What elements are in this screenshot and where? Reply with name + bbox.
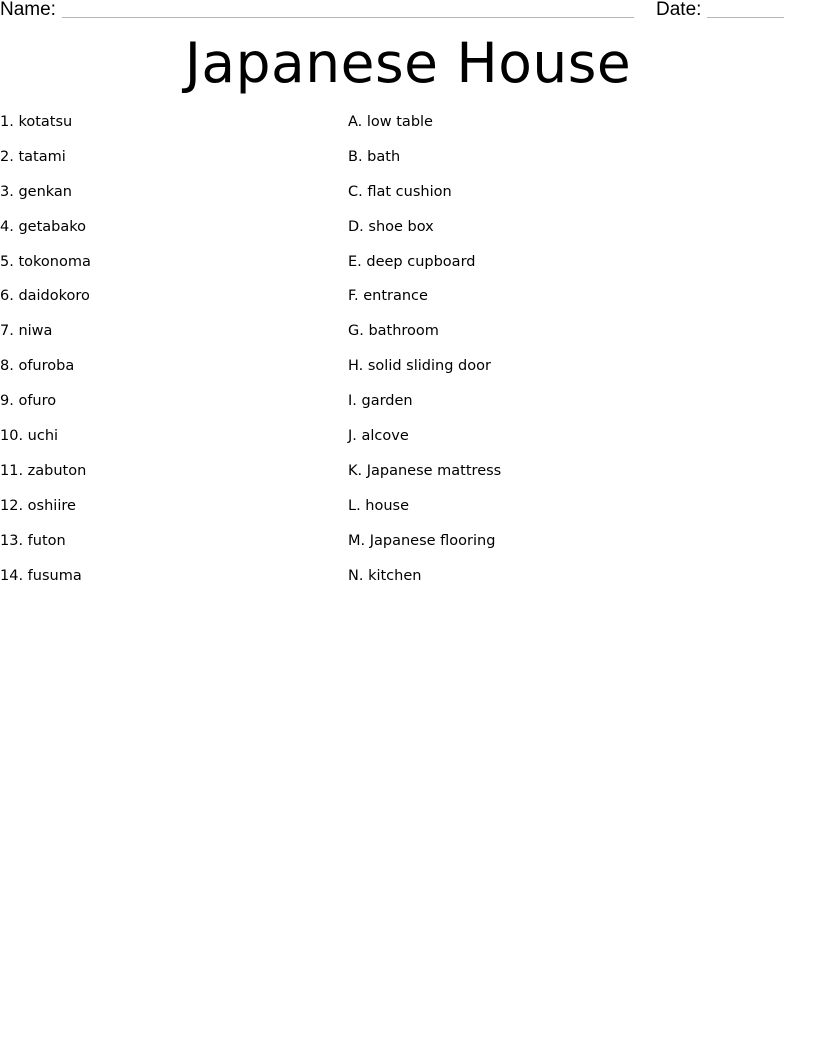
term-item: 6. daidokoro [0,288,90,305]
term-item: 13. futon [0,532,66,549]
term-list [0,111,330,599]
date-label: Date: [656,0,702,20]
worksheet-header [0,0,816,24]
term-item: 5. tokonoma [0,253,91,270]
term-item: 7. niwa [0,323,53,340]
term-item: 1. kotatsu [0,114,73,130]
definition-item: N. kitchen [348,567,422,584]
date-blank-line [707,17,784,18]
term-item: 3. genkan [0,183,72,200]
term-item: 2. tatami [0,148,66,165]
page-title: Japanese House [184,31,632,95]
definition-item: L. house [348,497,410,514]
name-label: Name: [0,0,56,20]
term-item: 9. ofuro [0,393,57,410]
term-item: 4. getabako [0,218,86,235]
definition-item: G. bathroom [348,323,439,340]
term-item: 14. fusuma [0,567,82,584]
definition-list [348,111,788,599]
definition-item: D. shoe box [348,218,434,235]
definition-item: F. entrance [348,288,428,305]
term-item: 11. zabuton [0,462,87,479]
name-blank-line [62,17,634,18]
definition-item: B. bath [348,148,401,165]
definition-item: H. solid sliding door [348,358,491,375]
term-item: 12. oshiire [0,497,76,514]
definition-item: K. Japanese mattress [348,462,502,479]
definition-item: J. alcove [348,428,409,445]
definition-item: C. flat cushion [348,183,452,200]
definition-item: E. deep cupboard [348,253,476,270]
definition-item: M. Japanese flooring [348,532,496,549]
term-item: 8. ofuroba [0,358,75,375]
term-item: 10. uchi [0,428,59,445]
definition-item: A. low table [348,114,433,130]
definition-item: I. garden [348,393,413,410]
